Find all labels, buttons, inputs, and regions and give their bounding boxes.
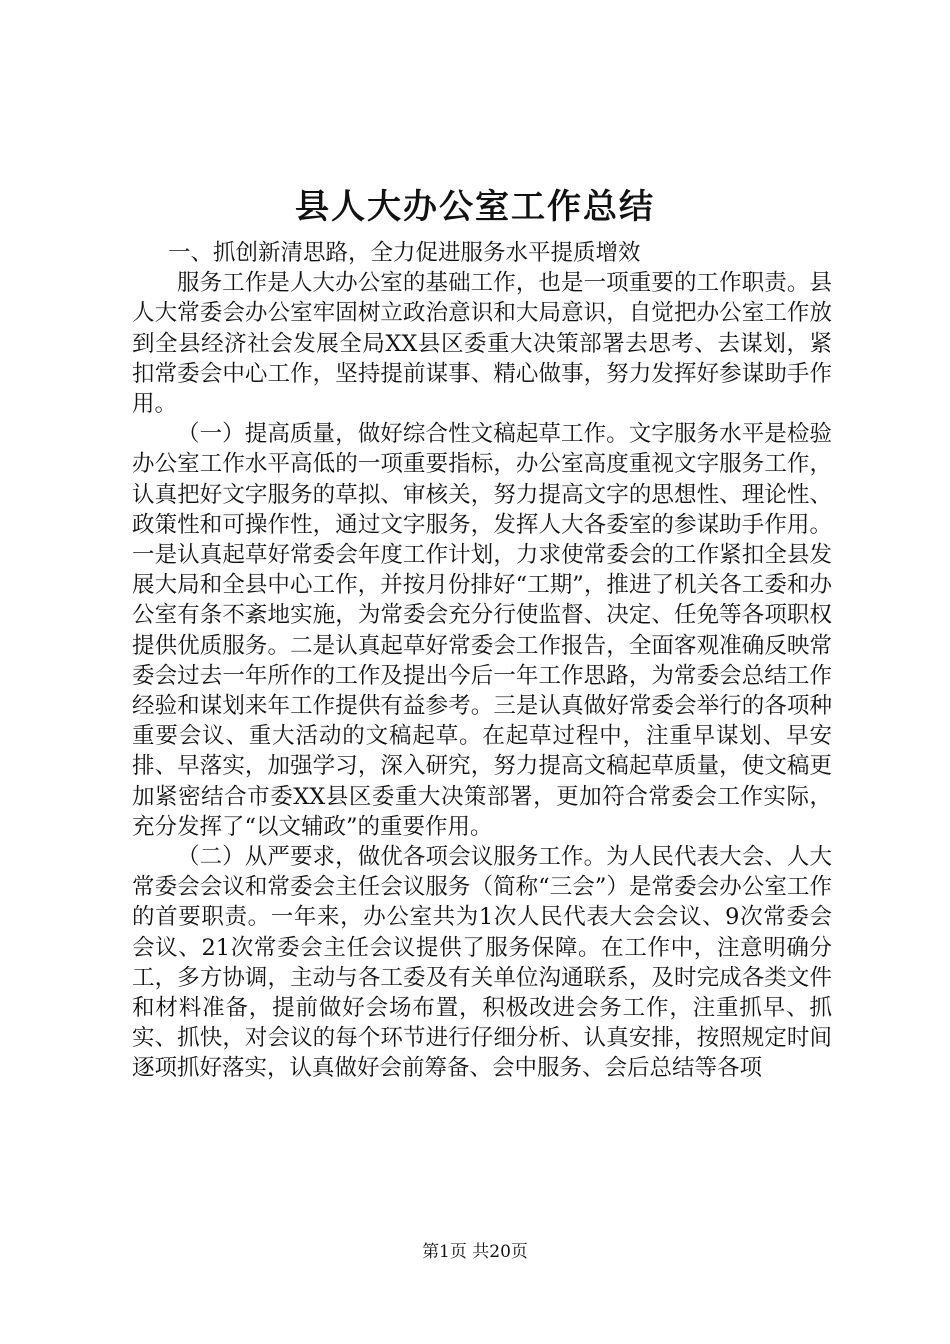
document-title: 县人大办公室工作总结 — [295, 187, 655, 227]
body-paragraph: （二）从严要求，做优各项会议服务工作。为人民代表大会、人大常委会会议和常委会主任会议服务（简称“三会”）是常委会办公室工作的首要职责。一年来，办公室共为1次人民代表大会会议、9次常委会会议、21次常委会主任会议提供了服务保障。在工作中，注意明确分工，多方协调，主动与各工委及有关单位沟通联系，及时完成各类文件和材料准备，提前做好会场布置，积极改进会务工作，注重抓早、抓实、抓快，对会议的每个环节进行仔细分析、认真安排，按照规定时间逐项抓好落实，认真做好会前筹备、会中服务、会后总结等各项 — [132, 844, 832, 1082]
section-heading: 一、抓创新清思路，全力促进服务水平提质增效 — [168, 240, 641, 266]
page-number-footer: 第1页 共20页 — [422, 1242, 528, 1262]
body-paragraph: （一）提高质量，做好综合性文稿起草工作。文字服务水平是检验办公室工作水平高低的一项重要指标，办公室高度重视文字服务工作，认真把好文字服务的草拟、审核关，努力提高文字的思想性、理论性、政策性和可操作性，通过文字服务，发挥人大各委室的参谋助手作用。一是认真起草好常委会年度工作计划，力求使常委会的工作紧扣全县发展大局和全县中心工作，并按月份排好“工期”，推进了机关各工委和办公室有条不紊地实施，为常委会充分行使监督、决定、任免等各项职权提供优质服务。二是认真起草好常委会工作报告，全面客观准确反映常委会过去一年所作的工作及提出今后一年工作思路，为常委会总结工作经验和谋划来年工作提供有益参考。三是认真做好常委会举行的各项种重要会议、重大活动的文稿起草。在起草过程中，注重早谋划、早安排、早落实，加强学习，深入研究，努力提高文稿起草质量，使文稿更加紧密结合市委XX县区委重大决策部署，更加符合常委会工作实际，充分发挥了“以文辅政”的重要作用。 — [132, 421, 832, 840]
document-body — [132, 238, 832, 1084]
body-paragraph: 服务工作是人大办公室的基础工作，也是一项重要的工作职责。县人大常委会办公室牢固树立政治意识和大局意识，自觉把办公室工作放到全县经济社会发展全局XX县区委重大决策部署去思考、去谋划，紧扣常委会中心工作，坚持提前谋事、精心做事，努力发挥好参谋助手作用。 — [132, 270, 832, 418]
